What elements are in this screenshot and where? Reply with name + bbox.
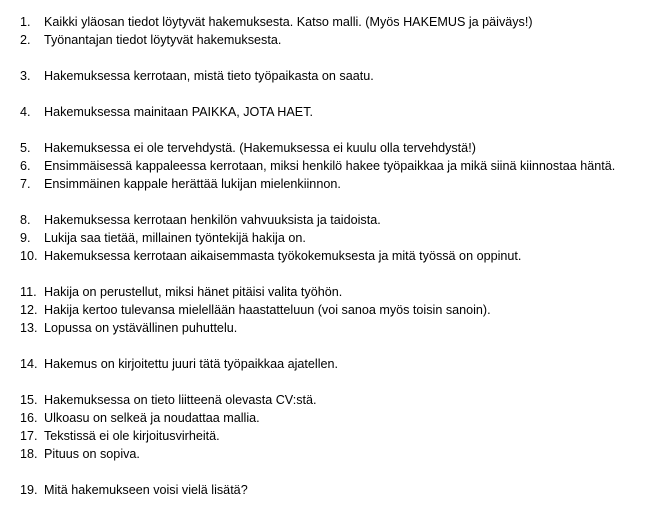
item-text: Ensimmäinen kappale herättää lukijan mielenkiinnon. xyxy=(44,177,341,191)
item-text: Hakemuksessa on tieto liitteenä olevasta CV:stä. xyxy=(44,393,317,407)
item-number: 5. xyxy=(20,141,31,155)
item-text: Lopussa on ystävällinen puhuttelu. xyxy=(44,321,238,335)
list-item xyxy=(0,67,615,85)
item-text: Hakija on perustellut, miksi hänet pitäisi valita työhön. xyxy=(44,285,343,299)
item-number: 15. xyxy=(20,393,38,407)
item-text: Ulkoasu on selkeä ja noudattaa mallia. xyxy=(44,411,260,425)
list-item xyxy=(0,481,615,499)
item-number: 17. xyxy=(20,429,38,443)
list-item xyxy=(0,445,615,463)
item-text: Hakemus on kirjoitettu juuri tätä työpaikkaa ajatellen. xyxy=(44,357,339,371)
spacer xyxy=(0,85,615,103)
spacer xyxy=(0,337,615,355)
spacer xyxy=(0,193,615,211)
list-item xyxy=(0,13,615,31)
item-text: Hakemuksessa kerrotaan aikaisemmasta työkokemuksesta ja mitä työssä on oppinut. xyxy=(44,249,522,263)
item-text: Hakemuksessa mainitaan PAIKKA, JOTA HAET. xyxy=(44,105,313,119)
item-text: Lukija saa tietää, millainen työntekijä hakija on. xyxy=(44,231,306,245)
item-number: 12. xyxy=(20,303,38,317)
spacer xyxy=(0,121,615,139)
list-item xyxy=(0,103,615,121)
list-item xyxy=(0,229,615,247)
list-item xyxy=(0,211,615,229)
item-number: 11. xyxy=(20,285,37,299)
list-item xyxy=(0,283,615,301)
item-text: Hakemuksessa kerrotaan henkilön vahvuuksista ja taidoista. xyxy=(44,213,381,227)
item-number: 7. xyxy=(20,177,31,191)
item-number: 9. xyxy=(20,231,31,245)
item-text: Kaikki yläosan tiedot löytyvät hakemuksesta. Katso malli. (Myös HAKEMUS ja päiväys!) xyxy=(44,15,533,29)
spacer xyxy=(0,373,615,391)
item-text: Mitä hakemukseen voisi vielä lisätä? xyxy=(44,483,248,497)
list-item xyxy=(0,31,615,49)
item-number: 14. xyxy=(20,357,38,371)
spacer xyxy=(0,49,615,67)
list-item xyxy=(0,427,615,445)
item-number: 1. xyxy=(20,15,31,29)
item-number: 19. xyxy=(20,483,38,497)
list-item xyxy=(0,139,615,157)
item-text: Pituus on sopiva. xyxy=(44,447,140,461)
list-item xyxy=(0,409,615,427)
checklist xyxy=(0,13,615,499)
list-item xyxy=(0,355,615,373)
list-item xyxy=(0,319,615,337)
item-number: 13. xyxy=(20,321,38,335)
item-text: Työnantajan tiedot löytyvät hakemuksesta. xyxy=(44,33,282,47)
list-item xyxy=(0,391,615,409)
item-number: 18. xyxy=(20,447,38,461)
item-number: 4. xyxy=(20,105,31,119)
item-text: Ensimmäisessä kappaleessa kerrotaan, miksi henkilö hakee työpaikkaa ja mikä siinä kiinnostaa häntä. xyxy=(44,159,616,173)
item-number: 6. xyxy=(20,159,31,173)
item-number: 3. xyxy=(20,69,31,83)
list-item xyxy=(0,157,615,175)
item-text: Tekstissä ei ole kirjoitusvirheitä. xyxy=(44,429,220,443)
list-item xyxy=(0,175,615,193)
item-number: 16. xyxy=(20,411,38,425)
item-number: 2. xyxy=(20,33,31,47)
item-number: 8. xyxy=(20,213,31,227)
item-text: Hakija kertoo tulevansa mielellään haastatteluun (voi sanoa myös toisin sanoin). xyxy=(44,303,491,317)
spacer xyxy=(0,463,615,481)
item-number: 10. xyxy=(20,249,38,263)
item-text: Hakemuksessa ei ole tervehdystä. (Hakemuksessa ei kuulu olla tervehdystä!) xyxy=(44,141,476,155)
item-text: Hakemuksessa kerrotaan, mistä tieto työpaikasta on saatu. xyxy=(44,69,374,83)
spacer xyxy=(0,265,615,283)
list-item xyxy=(0,247,615,265)
list-item xyxy=(0,301,615,319)
